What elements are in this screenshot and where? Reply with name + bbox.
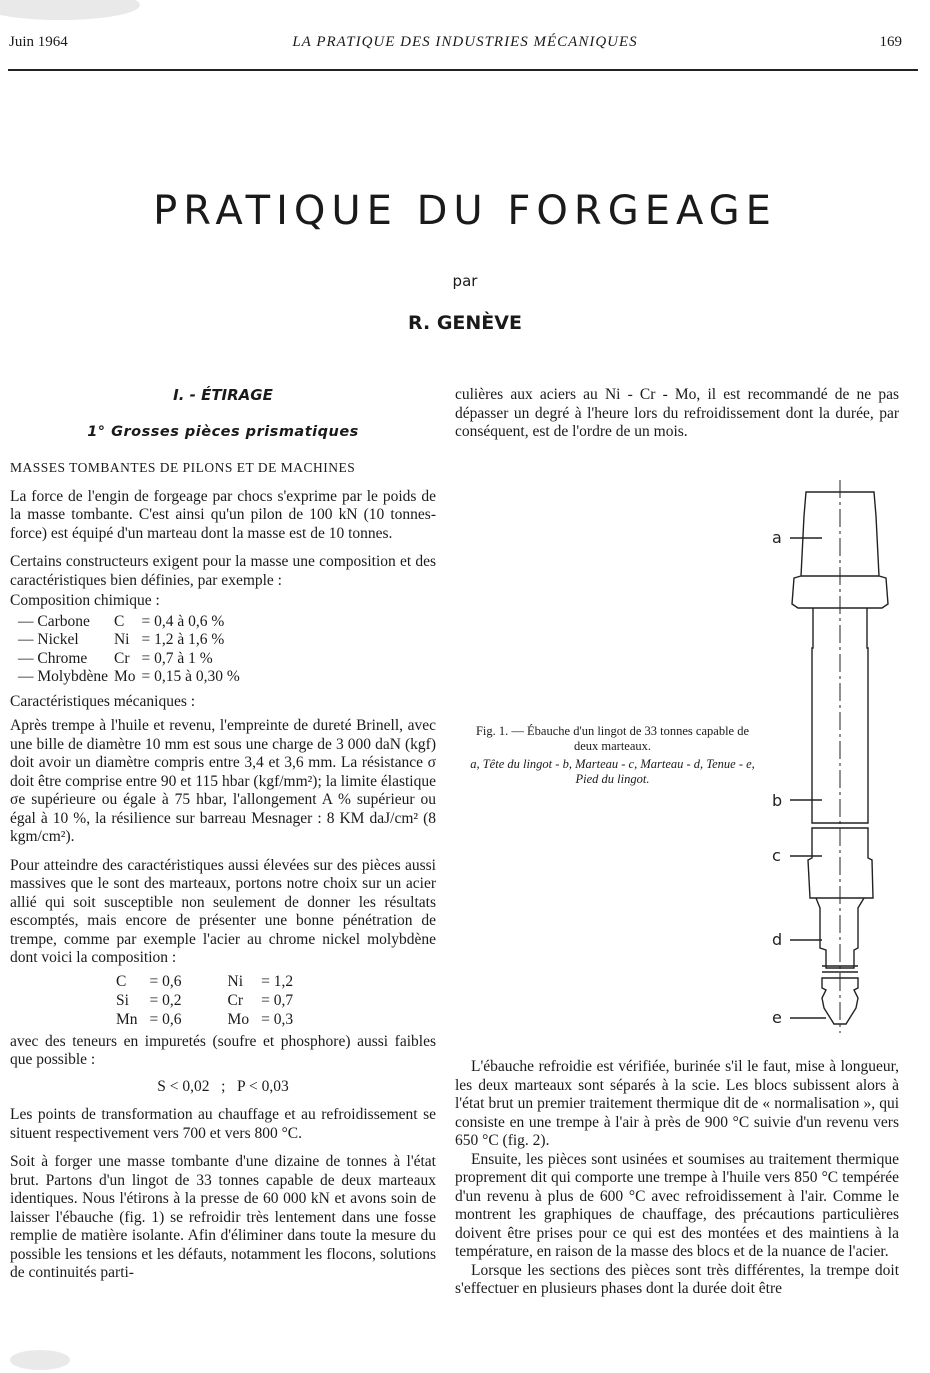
table-cell: — Nickel — [18, 631, 79, 648]
table-row — [18, 650, 246, 669]
table-row — [18, 613, 246, 632]
paragraph: Lorsque les sections des pièces sont très différentes, la trempe doit s'effectuer en plusieurs phases dont la durée doit être — [455, 1261, 899, 1297]
figure-label-e: e — [772, 1008, 782, 1027]
table-cell: = 0,6 — [149, 1010, 182, 1028]
table-cell: C — [116, 972, 127, 990]
paragraph: culières aux aciers au Ni - Cr - Mo, il est recommandé de ne pas dépasser un degré à l'heure lors du refroidissement dont la durée, par conséquent, est de l'ordre de un mois. — [455, 386, 899, 440]
header-rule — [8, 69, 918, 71]
table-cell: — Chrome — [18, 649, 88, 667]
subsection-heading: 1° Grosses pièces prismatiques — [87, 423, 359, 440]
table-cell: — Carbone — [18, 612, 90, 630]
table-cell: Ni — [227, 972, 244, 990]
table-cell: = 0,15 à 0,30 % — [141, 668, 240, 685]
figure-label-d: d — [772, 930, 783, 949]
header-page-number: 169 — [879, 34, 902, 50]
impurities-formula: S < 0,02 ; P < 0,03 — [157, 1077, 289, 1095]
ingot-figure — [760, 478, 900, 1038]
caps-heading: MASSES TOMBANTES DE PILONS ET DE MACHINES — [10, 460, 356, 475]
paragraph: avec des teneurs en impuretés (soufre et phosphore) aussi faibles que possible : — [10, 1032, 436, 1068]
article-title: PRATIQUE DU FORGEAGE — [153, 188, 777, 234]
table-cell: = 0,7 — [261, 991, 294, 1009]
table-cell: C — [113, 612, 125, 630]
table-cell: Cr — [113, 649, 130, 667]
header-journal-title: LA PRATIQUE DES INDUSTRIES MÉCANIQUES — [292, 34, 638, 50]
right-column-bottom — [455, 1058, 899, 1299]
composition-table — [18, 613, 246, 687]
scan-smudge-bottom — [10, 1350, 70, 1370]
table-row — [18, 668, 246, 687]
paragraph: Soit à forger une masse tombante d'une dizaine de tonnes à l'état brut. Partons d'un lingot de 33 tonnes capable de deux marteaux identiques. Nous l'étirons à la presse de 60 000 kN et avons soin de laisser l'ébauche (fig. 1) se refroidir très lentement dans une fosse remplie de matière isolante. Afin d'éliminer dans toute la mesure du possible les tensions et les défauts, notamment les flocons, solutions de continuités parti- — [10, 1153, 436, 1281]
table-cell: Mn — [116, 1010, 138, 1028]
table-cell: Mo — [113, 668, 136, 685]
table-cell: Mo — [227, 1010, 250, 1028]
table-row — [18, 631, 246, 650]
figure-caption-legend: a, Tête du lingot - b, Marteau - c, Marteau - d, Tenue - e, Pied du lingot. — [470, 757, 755, 786]
mechanical-label: Caractéristiques mécaniques : — [10, 692, 196, 710]
left-column — [10, 386, 436, 1293]
table-row — [110, 991, 299, 1010]
table-cell: = 0,2 — [149, 991, 182, 1009]
header-date: Juin 1964 — [9, 34, 68, 50]
paragraph: Après trempe à l'huile et revenu, l'empreinte de dureté Brinell, avec une bille de diamètre 10 mm est sous une charge de 3 000 daN (kgf) doit avoir un diamètre compris entre 3,4 et 3,6 mm. La résistance σ doit être comprise entre 90 et 115 hbar (kgf/mm²); la limite élastique σe supérieure ou égale à 75 hbar, l'allongement A % supérieur ou égal à 10 %, la résilience sur barreau Mesnager : 8 KM daJ/cm² (8 kgm/cm²). — [10, 717, 436, 845]
table-cell: = 0,6 — [149, 972, 182, 990]
paragraph: Les points de transformation au chauffage et au refroidissement se situent respectivement vers 700 et vers 800 °C. — [10, 1106, 436, 1142]
byline-author: R. GENÈVE — [408, 312, 522, 334]
section-heading: I. - ÉTIRAGE — [173, 386, 273, 404]
composition-label: Composition chimique : — [10, 592, 160, 609]
table-cell: Cr — [227, 991, 244, 1009]
table-row — [110, 972, 299, 991]
figure-caption-title: Fig. 1. — Ébauche d'un lingot de 33 tonnes capable de deux marteaux. — [475, 724, 750, 753]
scan-smudge-top — [0, 0, 140, 20]
paragraph: Certains constructeurs exigent pour la masse une composition et des caractéristiques bien définies, par exemple : — [10, 553, 436, 589]
table-cell: = 0,4 à 0,6 % — [141, 612, 225, 630]
figure-label-c: c — [772, 846, 781, 865]
figure-label-a: a — [772, 528, 782, 547]
table-cell: Si — [116, 991, 129, 1009]
table-cell: Ni — [113, 631, 130, 648]
table-cell: — Molybdène — [18, 668, 108, 685]
table-cell: = 1,2 — [261, 972, 294, 990]
paragraph: La force de l'engin de forgeage par chocs s'exprime par le poids de la masse tombante. C'est ainsi qu'un pilon de 100 kN (10 tonnes-force) est équipé d'un marteau dont la masse est de 10 tonnes. — [10, 487, 436, 542]
table-cell: = 0,7 à 1 % — [141, 649, 213, 667]
paragraph: Ensuite, les pièces sont usinées et soumises au traitement thermique proprement dit qui comporte une trempe à l'huile vers 850 °C tempérée d'un revenu à plus de 600 °C avec refroidissement à l'air. Comme le montrent les graphiques de chauffage, des précautions particulières doivent être prises pour ce qui est des montées et des maintiens à la température, en raison de la masse des blocs et de la nuance de l'acier. — [455, 1150, 899, 1260]
paragraph: L'ébauche refroidie est vérifiée, burinée s'il le faut, mise à longueur, les deux marteaux sont séparés à la scie. Les blocs subissent alors à l'état brut un premier traitement thermique dit de « normalisation », qui consiste en une trempe à l'air à près de 900 °C suivie d'un revenu vers 650 °C (fig. 2). — [455, 1058, 899, 1149]
figure-caption — [470, 724, 755, 787]
table-cell: = 1,2 à 1,6 % — [141, 631, 225, 648]
table-row — [110, 1010, 299, 1029]
composition-table-2 — [110, 972, 299, 1029]
byline-par: par — [452, 272, 478, 290]
right-column — [455, 386, 899, 452]
paragraph: Pour atteindre des caractéristiques aussi élevées sur des pièces aussi massives que le sont des marteaux, portons notre choix sur un acier allié qui soit susceptible non seulement de donner les résultats escomptés, mais encore de présenter une bonne pénétration de trempe, comme par exemple l'acier au chrome nickel molybdène dont voici la composition : — [10, 856, 436, 966]
figure-label-b: b — [772, 791, 783, 810]
table-cell: = 0,3 — [261, 1010, 294, 1028]
